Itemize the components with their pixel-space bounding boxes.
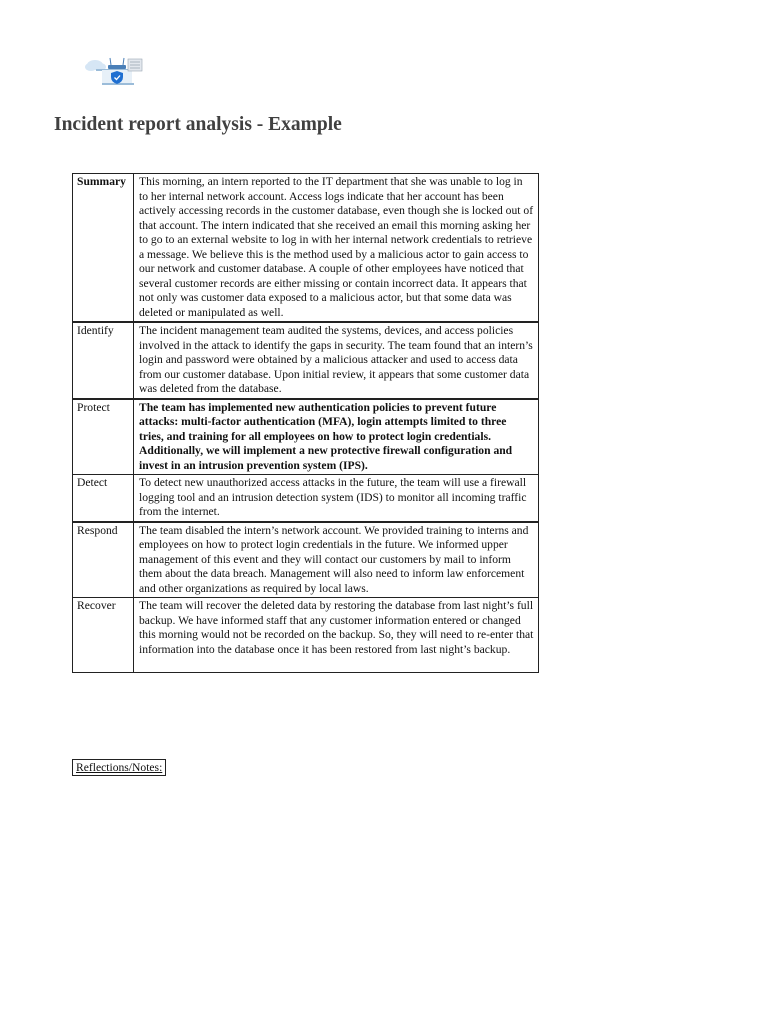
row-text-respond: The team disabled the intern’s network account. We provided training to interns and employees on how to protect login credentials in the future. We informed upper management of this event and they will contact our customers by mail to inform them about the data breach. Management will also need to inform law enforcement and other organizations as required by local laws. [134, 522, 539, 598]
row-label-detect: Detect [73, 475, 134, 522]
network-security-illustration-icon [84, 55, 144, 87]
table-row-recover [73, 598, 539, 673]
table-row-summary [73, 174, 539, 323]
row-label-summary: Summary [73, 174, 134, 323]
table-row-protect [73, 399, 539, 475]
row-label-protect: Protect [73, 399, 134, 475]
table-row-detect [73, 475, 539, 522]
incident-report-table [72, 173, 539, 673]
row-text-protect: The team has implemented new authentication policies to prevent future attacks: multi-factor authentication (MFA), login attempts limited to three tries, and training for all employees on how to protect login credentials. Additionally, we will implement a new protective firewall configuration and invest in an intrusion prevention system (IPS). [134, 399, 539, 475]
row-text-detect: To detect new unauthorized access attacks in the future, the team will use a firewall logging tool and an intrusion detection system (IDS) to monitor all incoming traffic from the internet. [134, 475, 539, 522]
reflections-notes-box [72, 759, 166, 776]
row-text-recover: The team will recover the deleted data by restoring the database from last night’s full backup. We have informed staff that any customer information entered or changed this morning would not be recorded on the backup. So, they will need to re-enter that information into the database once it has been restored from last night’s backup. [134, 598, 539, 673]
table-row-respond [73, 522, 539, 598]
reflections-notes-label: Reflections/Notes: [76, 761, 163, 774]
row-label-respond: Respond [73, 522, 134, 598]
row-label-identify: Identify [73, 322, 134, 399]
table-row-identify [73, 322, 539, 399]
row-text-identify: The incident management team audited the systems, devices, and access policies involved in the attack to identify the gaps in security. The team found that an intern’s login and password were obtained by a malicious attacker and used to access data from our customer database. Upon initial review, it appears that some customer data was deleted from the database. [134, 322, 539, 399]
row-label-recover: Recover [73, 598, 134, 673]
document-title: Incident report analysis - Example [54, 114, 342, 135]
row-text-summary: This morning, an intern reported to the IT department that she was unable to log in to her internal network account. Access logs indicate that her account has been actively accessing records in the customer database, even though she is locked out of that account. The intern indicated that she received an email this morning asking her to go to an external website to log in with her internal network credentials to retrieve a message. We believe this is the method used by a malicious actor to gain access to our network and customer database. A couple of other employees have noticed that several customer records are either missing or contain incorrect data. It appears that not only was customer data exposed to a malicious actor, but that some data was deleted or manipulated as well. [134, 174, 539, 323]
